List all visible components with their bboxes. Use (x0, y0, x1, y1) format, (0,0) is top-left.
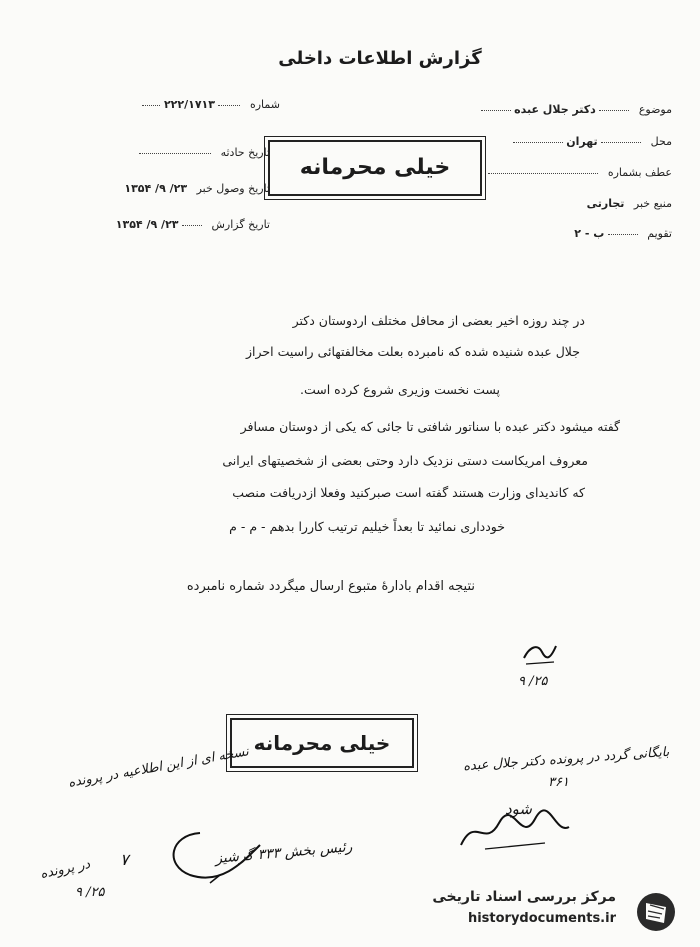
field-subject-label: موضوع (638, 103, 672, 116)
field-reference (488, 166, 672, 179)
field-rating (574, 227, 672, 240)
field-location-value: تهران (566, 135, 598, 148)
field-report-date (116, 218, 270, 231)
initial-signature-icon (520, 638, 560, 668)
field-number-value: ۲۲۲/۱۷۱۳ (163, 98, 215, 111)
handwritten-bottom-right: رئیس بخش ۳۳۳ گرشیز (214, 839, 353, 867)
handwritten-number-2: ۷ (120, 850, 129, 869)
handwritten-number: ۳۶۱ (548, 775, 569, 790)
classification-stamp-top: خیلی محرمانه (268, 140, 482, 196)
field-source-label: منبع خبر (633, 197, 672, 210)
watermark-title: مرکز بررسی اسناد تاریخی (432, 889, 616, 905)
field-rating-value: ب - ۲ (574, 227, 605, 240)
handwritten-note-2: بایگانی گردد در پرونده دکتر جلال عبده (463, 744, 671, 775)
field-received-date-label: تاریخ وصول خبر (196, 182, 270, 195)
classification-stamp-bottom: خیلی محرمانه (230, 718, 414, 768)
body-line-5: معروف امریکاست دستی نزدیک دارد وحتی بعضی از شخصیتهای ایرانی (222, 453, 588, 468)
body-line-3: پست نخست وزیری شروع کرده است. (300, 382, 500, 397)
field-received-date-value: ۲۳/ ۹/ ۱۳۵۴ (124, 182, 188, 195)
body-line-2: جلال عبده شنیده شده که نامبرده بعلت مخالفتهائی راسیت احراز (245, 344, 580, 359)
field-incident-date-label: تاریخ حادثه (220, 146, 270, 159)
field-rating-label: تقویم (647, 227, 672, 240)
field-report-date-label: تاریخ گزارش (211, 218, 270, 231)
field-reference-label: عطف بشماره (607, 166, 672, 179)
field-source (587, 197, 672, 210)
field-source-value: تجارتی (586, 197, 625, 210)
body-line-6: که کاندیدای وزارت هستند گفته است صبرکنید وفعلا ازدریافت منصب (232, 485, 585, 500)
signature-right (455, 805, 575, 855)
handwritten-sign-1: شود (505, 800, 532, 818)
body-line-4: گفته میشود دکتر عبده با سناتور شافتی تا جائی که یکی از دوستان مسافر (240, 419, 620, 434)
field-location (513, 135, 672, 148)
report-title: گزارش اطلاعات داخلی (278, 48, 482, 69)
body-line-7: خودداری نمائید تا بعداً خیلیم ترتیب کاررا بدهم - م - م (229, 519, 505, 534)
initial-signature (520, 638, 560, 672)
field-subject (481, 103, 672, 116)
archive-logo-icon (634, 891, 678, 933)
handwritten-note-1: نسخه ای از این اطلاعیه در پرونده (67, 744, 250, 791)
field-location-label: محل (650, 135, 672, 148)
referral-line: نتیجه اقدام بادارهٔ متبوع ارسال میگردد شماره نامبرده (186, 579, 475, 594)
initial-date: ۲۵/ ۹ (518, 674, 548, 689)
signature-right-icon (455, 805, 575, 855)
handwritten-bottom-left-2: در پرونده (38, 856, 92, 883)
body-line-1: در چند روزه اخیر بعضی از محافل مختلف اردوستان دکتر (292, 313, 585, 328)
watermark (416, 889, 686, 935)
handwritten-bottom-left: ۲۵/ ۹ (75, 885, 105, 900)
watermark-url: historydocuments.ir (467, 911, 616, 926)
field-number-label: شماره (249, 98, 280, 111)
field-report-date-value: ۲۳/ ۹/ ۱۳۵۴ (115, 218, 179, 231)
field-number (142, 98, 280, 111)
field-received-date (124, 182, 270, 195)
field-incident-date (139, 146, 270, 159)
field-subject-value: دکتر جلال عبده (514, 103, 596, 116)
